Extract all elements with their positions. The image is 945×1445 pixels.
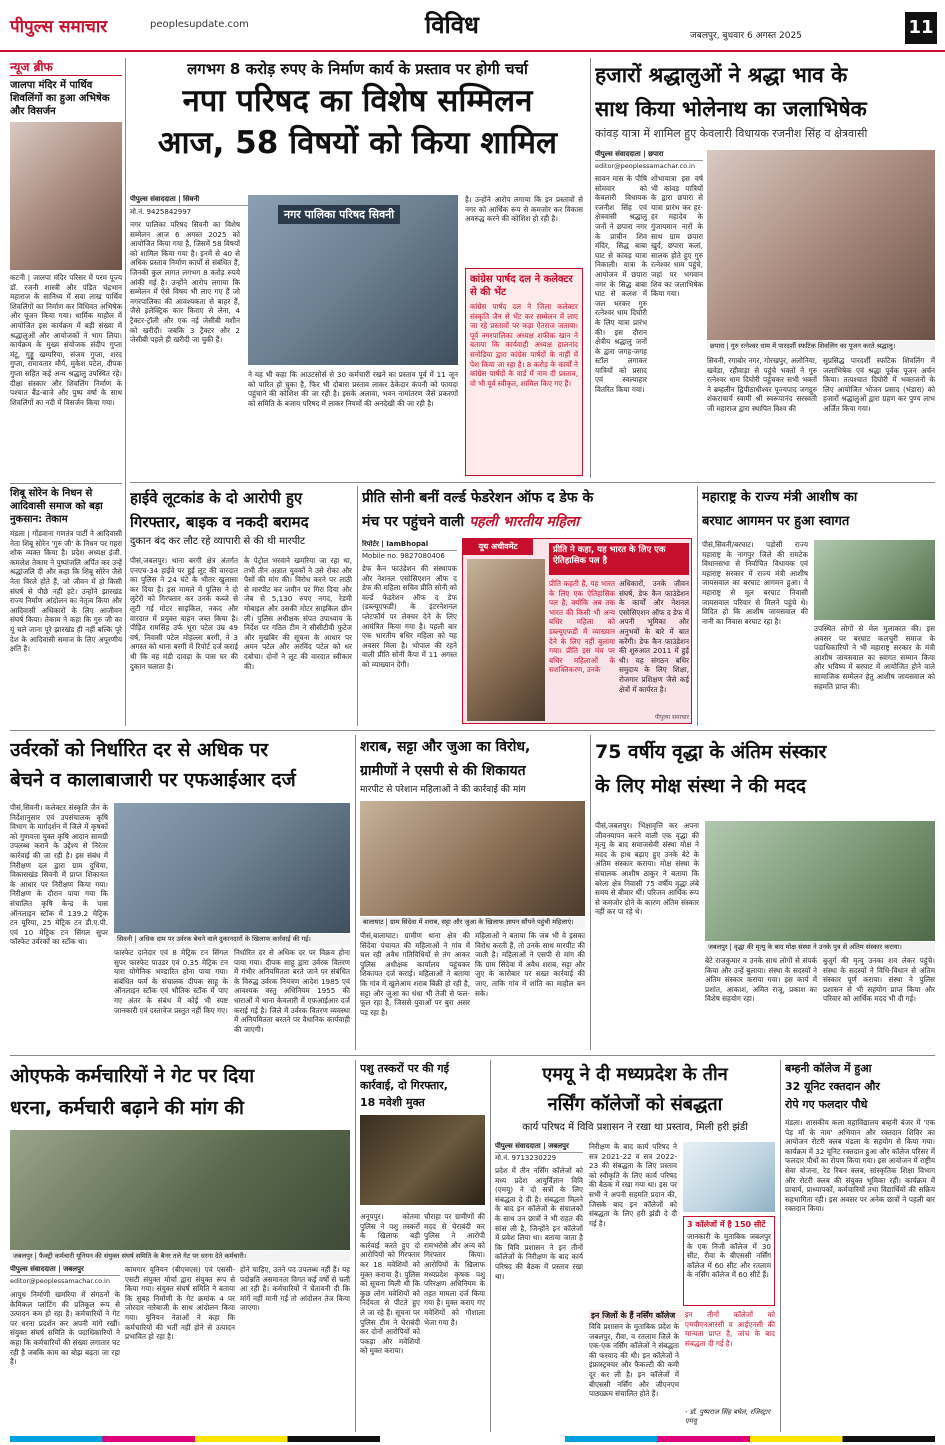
cattle-story xyxy=(360,1060,485,1432)
fertilizer-headline-2: बेचने व कालाबाजारी पर एफआईआर दर्ज xyxy=(10,769,296,791)
cattle-col2: चौराहा पर ग्रामीणों की मदद से घेराबंदी कर पुलिस ने आरोपी रामभरोसे और अन्य को गिरफ्तार किया। आरोपियों के खिलाफ मध्यप्रदेश कृषक पशु परिरक्षण अधिनियम के तहत मामला दर्ज किया गया है। मुक्त कराए गए मवेशियों को गौशाला भेजा गया है। xyxy=(424,1212,485,1327)
color-registration-bar xyxy=(10,1436,935,1442)
kanwar-col2: शोभायात्रा इस वर्ष भी कांवड़ यात्रियों के द्वारा छपारा से यात्रा प्रारंभ कर हर-हर महादेव के गुंजायमान नारों के साथ ग्राम छपारा खुर्द, छपारा कलां, सालक होते हुए गुरु रत्नेश्वर धाम पहुंचे, जहां पर भगवान शिव का जलाभिषेक किया गया। xyxy=(651,174,703,299)
fertilizer-col3: निर्धारित दर से अधिक दर पर विक्रय होना पाया गया। दीपक साहू द्वारा उर्वरक वितरण में गंभीर अनियमितता बरते जाने पर संबंधित के विरुद्ध उर्वरक नियंत्रण आदेश 1985 एवं आवश्यक वस्तु अधिनियम 1955 की धाराओं में थाना केवलारी में एफआईआर दर्ज कराई गई है। जिले में उर्वरक वितरण व्यवस्था में अनियमितता बरतने पर वैधानिक कार्यवाही की जाएगी। xyxy=(234,948,350,1034)
cattle-headline-1: पशु तस्करों पर की गई xyxy=(360,1062,450,1075)
lead-headline-2: आज, 58 विषयों को किया शामिल xyxy=(157,125,558,161)
lead-col2: ने यह भी कहा कि आउटसोर्स से 30 कर्मचारी रखने का प्रस्ताव पूर्व में 11 जून को पारित हो चुका है, फिर भी दोबारा प्रस्ताव लाकर ठेकेदार कंपनी को फायदा पहुंचाने की कोशिश की जा रही है। इसके अलावा, भवन नामांतरण जैसे प्रकरणों को समिति के बजाय परिषद में लाकर नियमों की अनदेखी की जा रही है। xyxy=(248,370,458,408)
college-headline-2: 32 यूनिट रक्तदान और xyxy=(785,1080,880,1093)
lead-byline: पीपुल्स संवाददाता | सिवनी xyxy=(130,195,275,206)
site-url: peoplesupdate.com xyxy=(150,19,249,30)
ofk-story xyxy=(10,1060,350,1432)
dateline: जबलपुर, बुधवार 6 अगस्त 2025 xyxy=(690,31,802,41)
moksha-photo xyxy=(705,821,935,941)
moksha-story xyxy=(595,735,935,1050)
deaf-quote-text: प्रीति कहती हैं, यह भारत के लिए एक ऐतिहासिक पल है, क्योंकि अब तक भारत की किसी भी अन्य बधिर महिला को डब्ल्यूएफडी में व्याख्यान देने के लिए नहीं बुलाया गया। प्रीति इस मंच पर बधिर महिलाओं के सशक्तिकरण, उनके xyxy=(549,579,615,675)
lead-mobile: मो.नं. 9425842997 xyxy=(130,208,192,216)
mu-signoff: - डॉ. पुष्पराज सिंह बघेल, रजिस्ट्रार एमयू xyxy=(685,1408,771,1425)
deaf-credit: पीपुल्स समाचार xyxy=(654,714,689,721)
moksha-headline-2: के लिए मोक्ष संस्था ने की मदद xyxy=(595,775,807,797)
ofk-headline-2: धरना, कर्मचारी बढ़ाने की मांग की xyxy=(10,1097,244,1119)
college-headline-3: रोपे गए फलदार पौधे xyxy=(785,1098,868,1111)
moksha-photo-caption: जबलपुर | वृद्धा की मृत्यु के बाद मोक्ष संस्था ने उनके पुत्र से अंतिम संस्कार कराया। xyxy=(705,942,935,953)
lead-kicker: लगभग 8 करोड़ रुपए के निर्माण कार्य के प्रस्ताव पर होगी चर्चा xyxy=(187,60,528,78)
lead-sidebar-body: कांग्रेस पार्षद दल ने जिला कलेक्टर संस्कृति जैन से भेंट कर सम्मेलन में लाए जा रहे प्रस्तावों पर कड़ा ऐतराज जताया। पूर्व नगरपालिका अध्यक्ष शफीक खान ने बताया कि कार्यवाही अध्यक्ष हालनांद सनोडिया द्वारा कांग्रेस पार्षदों के नाहीं में पेश किया जा रहा है। 8 करोड़ के कार्यों ने कांग्रेस पार्षदों के वार्ड में नाम दी प्रस्ताव, वो भी पूर्व स्वीकृत, शामिल किए गए हैं। xyxy=(470,302,578,388)
lead-col3: है। उन्होंने आरोप लगाया कि इन प्रस्तावों से नगर को आर्थिक रूप से कमजोर कर विकास अवरुद्ध करने की कोशिश हो रही है। xyxy=(465,195,583,224)
mu-col3: विवि प्रशासन के मुताबिक प्रदेश के जबलपुर, रीवा, व रतलाम जिले के एक-एक नर्सिंग कॉलेजों ने संबद्धता की फरयाद की थी। इन कॉलेजों ने इंफ्रास्ट्रक्चर और फैकल्टी की कमी दूर कर ली है। इन कॉलेजों में बीएससी नर्सिंग और जीएनएम पाठ्यक्रम संचालित होते हैं। xyxy=(589,1322,679,1399)
logo: पीपुल्स समाचार xyxy=(10,17,108,37)
mu-illustration xyxy=(683,1142,775,1212)
ofk-col2: कामगार यूनियन (बीएमएस) एवं एससी-एसटी संयुक्त मोर्चा द्वारा संयुक्त रूप से किया गया। संयुक्त संघर्ष समिति ने बताया कि सुबह निर्माणी के गेट क्रमांक 4 पर जोरदार नारेबाजी के साथ आंदोलन किया गया। यूनियन नेताओं ने कहा कि कर्मचारियों की भर्ती नहीं होने से उत्पादन प्रभावित हो रहा है। xyxy=(125,1265,235,1342)
mu-headline-1: एमयू ने दी मध्यप्रदेश के तीन xyxy=(542,1064,728,1085)
lead-photo-label: नगर पालिका परिषद सिवनी xyxy=(278,205,400,224)
kanwar-photo xyxy=(707,150,935,340)
ashish-col1: पीसं,सिवनी/बरघाट। पड़ोसी राज्य महाराष्ट्र के नागपुर जिले की रामटेक विधानसभा से निर्वाचित विधायक एवं महाराष्ट्र सरकार में राज्य मंत्री आशीष जायसवाल का बरघाट आगमन हुआ। वे महाराष्ट्र से मूल बरघाट निवासी जायसवाल परिवार से मिलने पहुंचे थे। विदित हो कि आशीष जायसवाल की नानी का निवास बरघाट रहा है। xyxy=(702,540,808,626)
newsbrief-column xyxy=(10,58,122,726)
lead-sidebar-title: कांग्रेस पार्षद दल ने कलेक्टर से की भेंट xyxy=(470,274,573,298)
liquor-photo-caption: बालाघाट | ग्राम सिंदेवा में शराब, सट्टा और जुआ के खिलाफ ज्ञापन सौंपने पहुंची महिलाएं। xyxy=(360,917,585,928)
fertilizer-headline-1: उर्वरकों को निर्धारित दर से अधिक पर xyxy=(10,739,269,761)
newsbrief-tag: न्यूज ब्रीफ xyxy=(10,58,122,76)
liquor-story xyxy=(360,735,585,1050)
kanwar-subhead: कांवड़ यात्रा में शामिल हुए केवलारी विधायक रजनीश सिंह व क्षेत्रवासी xyxy=(595,127,868,140)
ashish-headline-2: बरघाट आगमन पर हुआ स्वागत xyxy=(702,514,850,529)
mu-box-title: 3 कॉलेजों में है 150 सीटें xyxy=(687,1220,766,1229)
mu-headline-2: नर्सिंग कॉलेजों को संबद्धता xyxy=(547,1094,723,1115)
kanwar-headline-1: हजारों श्रद्धालुओं ने श्रद्धा भाव के xyxy=(595,63,848,87)
page-number: 11 xyxy=(905,12,937,44)
masthead xyxy=(0,0,945,52)
brief1-title: जालपा मंदिर में पार्थिव शिवलिंगों का हुआ अभिषेक और विसर्जन xyxy=(10,80,110,117)
kanwar-col4: सुप्रसिद्ध पारदर्शी स्फटिक शिवलिंग में जलाभिषेक एवं श्रद्धा पूर्वक पूजन अर्चन किया। तत्पश्चात दिघोरी में भक्तजनों के लिए आयोजित भोजन प्रसाद (भंडारा) को हजारों श्रद्धालुओं द्वारा ग्रहण कर पुण्य लाभ अर्जित किया गया। xyxy=(823,356,935,413)
college-col1: मंडला। शासकीय कला महाविद्यालय बम्हनी बंजर में 'एक पेड़ माँ के नाम' अभियान और रक्तदान शिविर का आयोजन रोटरी क्लब मंडला के सहयोग से किया गया। कार्यक्रम में 32 यूनिट रक्तदान हुआ और कॉलेज परिसर में फलदार पौधों का रोपण किया गया। इस आयोजन में राष्ट्रीय सेवा योजना, रेड रिबन क्लब, सांस्कृतिक शिक्षा विभाग और रोटरी क्लब की संयुक्त भूमिका रही। कार्यक्रम में प्राचार्य, प्राध्यापकों, कर्मचारियों तथा विद्यार्थियों की सक्रिय सहभागिता रही। इस अवसर पर अनेक छात्रों ने पहली बार रक्तदान किया। xyxy=(785,1118,935,1214)
moksha-col1: पीसं,जबलपुर। भिक्षावृत्ति कर अपना जीवनयापन करने वाली एक वृद्धा की मृत्यु के बाद समाजसेवी संस्था मोक्ष ने मदद के हाथ बढ़ाए हुए उनके बेटे के अंतिम संस्कार कराया। मोक्ष संस्था के संचालक आशीष ठाकुर ने बताया कि बरेला क्षेत्र निवासी 75 वर्षीय वृद्धा लंबे समय से बीमार थीं। परिजन आर्थिक रूप से कमजोर होने के कारण अंतिम संस्कार नहीं कर पा रहे थे। xyxy=(595,821,699,917)
mu-col2: निरीक्षण के बाद कार्य परिषद ने सत्र 2021-22 व सत्र 2022-23 की संबद्धता के लिए प्रस्ताव को स्वीकृति के लिए कार्य परिषद की बैठक में रखा गया था। इस पर सभी ने अपनी सहमति प्रदान की, जिसके बाद इन कॉलेजों को संबद्धता के लिए हरी झंडी दे दी गई है। xyxy=(589,1142,677,1228)
deaf-reporter: रिपोर्टर | IamBhopal xyxy=(362,540,457,551)
deaf-portrait-photo xyxy=(467,559,545,721)
moksha-col2: बेटे राजकुमार व उनके साथ लोगों से संपर्क किया और उन्हें बुलाया। संस्था के सदस्यों ने अंतिम संस्कार कराया गया। इस कार्य में प्रशांत, आकाश, अमित राजू, प्रकाश का विशेष सहयोग रहा। xyxy=(705,956,817,1004)
brief2-body: मंडला | गोंडवाना गणतंत्र पार्टी ने आदिवासी नेता शिबू सोरेन 'गुरु जी' के निधन पर गहरा शोक व्यक्त किया है। प्रदेश अध्यक्ष इंजी. कमलेश तेकाम ने पुष्पांजलि अर्पित कर उन्हें श्रद्धांजलि दी और कहा कि शिबू सोरेन जैसे नेता विरले होते हैं, जो जीवन में हो किसी संघर्ष से पीछे नहीं हटे। उन्होंने झारखंड राज्य निर्माण आंदोलन का नेतृत्व किया और आदिवासी अधिकारों के लिए आजीवन संघर्ष किया। तेकाम ने कहा कि गुरु जी का यूं चले जाना पूरे झारखंड ही नहीं बल्कि पूरे देश के आदिवासी समाज के लिए अपूरणीय क्षति है। xyxy=(10,529,122,654)
college-story xyxy=(785,1060,935,1432)
deaf-quote-box: प्रीति ने कहा, यह भारत के लिए एक ऐतिहासिक पल है xyxy=(549,543,689,575)
fertilizer-col2: फास्फेट दानेदार एवं 8 मेट्रिक टन सिंगल सुपर फास्फेट पाउडर एवं 0.35 मेट्रिक टन यारा योगेनिक भण्डारित होना पाया गया। संबंधित फर्म के संचालक दीपक साहू के ऑनलाइन स्टॉक एवं भौतिक स्टॉक में पाए गए अंतर के संबंध में कोई भी स्पष्ट जानकारी एवं दस्तावेज प्रस्तुत नहीं किए गए। xyxy=(114,948,228,1015)
lead-headline-1: नपा परिषद का विशेष सम्मिलन xyxy=(182,83,533,119)
mu-box xyxy=(683,1216,775,1306)
mu-subhead: कार्य परिषद में विवि प्रशासन ने रखा था प्रस्ताव, मिली हरी झंडी xyxy=(522,1122,748,1133)
kanwar-story xyxy=(595,58,935,478)
ofk-col1: आयुध निर्माणी खमरिया में संगठनों के केमिकल प्लांटिंग की प्रतिकूल रूप से उत्पादन कम हो रहा है। कर्मचारियों ने गेट पर धरना प्रदर्शन कर अपनी मांगें रखीं। संयुक्त संघर्ष समिति के पदाधिकारियों ने कहा कि कर्मचारियों की संख्या लगातार घट रही है जबकि काम का बोझ बढ़ता जा रहा है। xyxy=(10,1290,120,1367)
highway-story xyxy=(130,486,352,726)
lead-story xyxy=(130,58,585,478)
deaf-feature-box xyxy=(462,538,692,724)
liquor-photo xyxy=(360,801,585,916)
fertilizer-photo-caption: सिवनी | अधिक दाम पर उर्वरक बेचने वाले दुकानदारों के खिलाफ कार्रवाई की गई। xyxy=(114,934,350,945)
ashish-headline-1: महाराष्ट्र के राज्य मंत्री आशीष का xyxy=(702,490,858,505)
mu-list-title: इन जिलों के हैं नर्सिंग कॉलेज xyxy=(589,1310,685,1322)
deaf-mobile: Mobile no. 9827080406 xyxy=(362,552,445,560)
cattle-headline-3: 18 मवेशी मुक्त xyxy=(360,1096,425,1109)
ofk-photo xyxy=(10,1130,350,1250)
deaf-headline-1: प्रीति सोनी बनीं वर्ल्ड फेडरेशन ऑफ द डेफ के xyxy=(362,490,594,506)
deaf-banner: यूथ अचीवमेंट xyxy=(463,539,533,555)
brief1-photo xyxy=(10,122,122,270)
ofk-col3: होने चाहिए, उतने पद उपलब्ध नहीं हैं। यह पदोन्नति असमानता विगत कई वर्षों से चली आ रही है। कर्मचारियों ने चेतावनी दी कि मांगें नहीं मानी गईं तो आंदोलन तेज किया जाएगा। xyxy=(240,1265,350,1313)
ofk-byline: पीपुल्स संवाददाता | जबलपुर xyxy=(10,1265,120,1276)
mu-col1: प्रदेश में तीन नर्सिंग कॉलेजों को मध्य प्रदेश आयुर्विज्ञान विवि (एमयू) ने दो सत्रों के लिए संबद्धता दे दी है। संबद्धता मिलने के बाद इन कॉलेजों के संचालकों के साथ उन छात्रों ने भी राहत की सांस ली है, जिन्होंने इन कॉलेजों में प्रवेश लिया था। बताया जाता है कि विवि प्रशासन ने इन तीनों कॉलेजों के निरीक्षण के बाद कार्य परिषद की बैठक में प्रस्ताव रखा था। xyxy=(495,1166,583,1281)
cattle-headline-2: कार्रवाई, दो गिरफ्तार, xyxy=(360,1079,448,1092)
kanwar-email: editor@peoplessamachar.co.in xyxy=(595,162,695,170)
liquor-headline-1: शराब, सट्टा और जुआ का विरोध, xyxy=(360,739,531,755)
fertilizer-story xyxy=(10,735,350,1050)
ofk-headline-1: ओएफके कर्मचारियों ने गेट पर दिया xyxy=(10,1065,255,1087)
moksha-col3: बुजुर्ग की मृत्यु उनका शव लेकर पहुंचे। संस्था के सदस्यों ने विधि-विधान से अंतिम संस्कार पूर्ण कराया। संस्था ने पुलिस प्रशासन से भी सहयोग प्राप्त किया और परिवार को आर्थिक मदद भी दी गई। xyxy=(823,956,935,1004)
deaf-col1: डेफ कैन फाउंडेशन की संस्थापक और नेशनल एसोसिएशन ऑफ द डेफ की महिला सचिव प्रीति सोनी को वर्ल्ड फेडरेशन ऑफ द डेफ (डब्ल्यूएफडी) के इंटरनेशनल प्लेटफॉर्म पर लेक्चर देने के लिए आमंत्रित किया गया है। पहली बार एक भारतीय बधिर महिला को यह अवसर मिला है। भोपाल की रहने वाली प्रीति सोनी कैंपा में 11 अगस्त को व्याख्यान देंगी। xyxy=(362,564,457,669)
lead-col1: नगर पालिका परिषद सिवनी का विशेष सम्मेलन आज 6 अगस्त 2025 को आयोजित किया गया है, जिसमें 58 विषयों को शामिल किया गया है। इनमें से 40 से अधिक प्रस्ताव निर्माण कार्यों से संबंधित हैं, जिनकी कुल लागत लगभग 8 करोड़ रुपये आंकी गई है। उन्होंने आरोप लगाया कि सम्मेलन में ऐसे विषय भी लाए गए हैं जो नगरपालिका की आवश्यकता से बाहर हैं, जैसे इलेक्ट्रिक कार किराए से लेना, 4 ट्रैक्टर-ट्रॉली और एक नई जेसीबी मशीन को खरीदी। जबकि 3 ट्रैक्टर और 2 जेसीबी पहले ही खरीदी जा चुकी हैं। xyxy=(130,220,240,345)
kanwar-headline-2: साथ किया भोलेनाथ का जलाभिषेक xyxy=(595,97,867,121)
highway-subhead: दुकान बंद कर लौट रहे व्यापारी से की थी मारपीट xyxy=(130,536,306,547)
deaf-story xyxy=(362,486,692,726)
mu-byline: पीपुल्स संवाददाता | जबलपुर xyxy=(495,1142,583,1153)
ashish-col2: उपस्थित लोगों से मेल मुलाकात की। इस अवसर पर बरघाट कलचुरी समाज के पदाधिकारियों ने भी महाराष्ट्र सरकार के मंत्री आशीष जायसवाल का स्वागत सम्मान किया और भविष्य में बरघाट में आयोजित होने वाले सामाजिक सम्मेलन हेतु आशीष जायसवाल को सहमति प्राप्त की। xyxy=(814,624,935,691)
kanwar-col1: सावन मास के पौषि सोमवार को केवलारी विधायक रजनीश सिंह एवं क्षेत्रवासी श्रद्धालु जनों ने छपारा नगर के प्राचीन शिव मंदिर, सिद्ध बाबा घाट से कांवड़ यात्रा निकाली। यात्रा के आयोजन में छपारा नगर के सिद्ध बाबा घाट से कलश में जल भरकर गुरु रत्नेश्वर धाम दिघोरी के लिए यात्रा प्रारंभ की। इस दौरान क्षेत्रीय श्रद्धालु जनों के द्वारा जगह-जगह स्टॉल लगाकर यात्रियों को प्रसाद एवं स्वल्पाहार वितरित किया गया। xyxy=(595,174,647,395)
mu-box-text: जानकारी के मुताबिक जबलपुर के एक निजी कॉलेज में 30 सीट, रीवा के बीएससी नर्सिंग कॉलेज में 60 सीट और रतलाम के नर्सिंग कॉलेज में 60 सीटें हैं। xyxy=(687,1232,771,1280)
liquor-subhead: मारपीट से परेशान महिलाओं ने की कार्रवाई की मांग xyxy=(360,785,526,795)
mu-note: इन तीनों कॉलेजों को एमपीएनआरसी व आईएनसी की मान्यता प्राप्त है, जांच के बाद संबद्धता दी गई है। xyxy=(685,1310,775,1348)
college-headline-1: बम्हनी कॉलेज में हुआ xyxy=(785,1062,872,1075)
brief1-body: कटनी | जालपा मंदिर परिसर में परम पूज्य डॉ. रजनी शास्त्री और पंडित चंद्रभान महाराज के सानिध्य में सवा लाख पार्थिव शिवलिंगों का निर्माण कर विधिवत अभिषेक और पूजन किया गया। धार्मिक माहौल में आयोजित इस कार्यक्रम में बड़ी संख्या में श्रद्धालुओं और आयोजकों ने भाग लिया। कार्यक्रम के मुख्य संयोजक संदीप गुप्ता मंटू, गुड्डू खम्परिया, संजय गुप्ता, शरद गुप्ता, रामावतार मौर्य, मुकेश पटेल, दीपक गुप्ता सहित कई अन्य श्रद्धालु उपस्थित रहे। दीक्षा संस्कार और शिवलिंग निर्माण के पश्चात बैंड-बाजे और पुष्प वर्षा के साथ शिवलिंगों का नदी में विसर्जन किया गया। xyxy=(10,273,122,407)
ofk-email: editor@peoplessamachar.co.in xyxy=(10,1277,110,1285)
lead-sidebar-box xyxy=(465,268,583,476)
section-title: विविध xyxy=(425,11,479,39)
mu-story xyxy=(495,1060,775,1432)
kanwar-byline: पीपुल्स संवाददाता | छपारा xyxy=(595,150,703,161)
ashish-photo xyxy=(814,540,935,620)
liquor-headline-2: ग्रामीणों ने एसपी से की शिकायत xyxy=(360,763,526,779)
deaf-col3: अधिकारों, उनके जीवन संघर्ष, डेफ कैन फाउंडेशन के कार्यों और नेशनल एसोसिएशन ऑफ द डेफ में अपनी भूमिका और अनुभवों के बारे में बात करेंगी। डेफ कैन फाउंडेशन की शुरुआत 2011 में हुई थी। यह संगठन बधिर समुदाय के लिए शिक्षा, रोजगार प्रशिक्षण जैसे कई क्षेत्रों में कार्यरत है। xyxy=(619,579,689,694)
fertilizer-col1: पीसं,सिवनी। कलेक्टर संस्कृति जैन के निर्देशानुसार एवं उपसंचालक कृषि विभाग के मार्गदर्शन में जिले में कृषकों को गुणवत्ता युक्त कृषि आदान सामग्री उपलब्ध कराने के उद्देश्य से निरंतर कार्रवाई की जा रही है। इस संबंध में निरीक्षण दल द्वारा ग्राम दुधिया, विकासखंड सिवनी में प्राप्त शिकायत के आधार पर निरीक्षण किया गया। निरीक्षण के दौरान पाया गया कि संचालित कृषि केन्द्र के पास ऑनलाइन स्टॉक में 139.2 मेट्रिक टन यूरिया, 25 मेट्रिक टन डी.ए.पी. एवं 10 मेट्रिक टन सिंगल सुपर फॉस्फेट उर्वरकों का स्टॉक था। xyxy=(10,803,108,947)
ashish-story xyxy=(702,486,935,726)
kanwar-photo-caption: छपारा | गुरु रत्नेश्वर धाम में पारदर्शी स्फटिक शिवलिंग का पूजन करते श्रद्धालु। xyxy=(707,341,935,352)
cattle-col1: अनूपपुर। कोतमा पुलिस ने पशु तस्करों के खिलाफ बड़ी कार्रवाई करते हुए दो आरोपियों को गिरफ्तार कर 18 मवेशियों को मुक्त कराया है। पुलिस को सूचना मिली थी कि कुछ लोग मवेशियों को निर्दयता से पीटते हुए ले जा रहे हैं। सूचना पर पुलिस टीम ने घेराबंदी कर दोनों आरोपियों को पकड़ा और मवेशियों को मुक्त कराया। xyxy=(360,1212,420,1356)
deaf-headline-2b: पहली भारतीय महिला xyxy=(469,514,579,530)
lead-photo xyxy=(248,195,458,365)
liquor-col2: महिलाओं ने बताया कि जब भी वे इसका विरोध करती हैं, तो उनके साथ मारपीट की जाती है। महिलाओं ने एसपी से मांग की कि ग्राम सिंदेवा में अवैध शराब, सट्टा और जुए के कारोबार पर सख्त कार्रवाई की जाए, ताकि गांव में शांति का माहौल बन सके। xyxy=(475,931,585,998)
deaf-headline-2a: मंच पर पहुंचने वाली xyxy=(362,514,465,530)
mu-mobile: मो.नं. 9713230229 xyxy=(495,1154,557,1162)
highway-headline-2: गिरफ्तार, बाइक व नकदी बरामद xyxy=(130,513,309,531)
highway-col1: पीसं,जबलपुर। थाना बरगी क्षेत्र अंतर्गत एनएच-34 हाईवे पर हुई लूट की वारदात का पुलिस ने 24 घंटे के भीतर खुलासा कर दिया है। इस मामले में पुलिस ने दो लुटेरों को गिरफ्तार कर उनके कब्जे से लूटी गई मोटर साइकिल, नकद और वारदात में प्रयुक्त वाहन जब्त किया है। पीड़ित रामसिंह उर्फ भूरा पटेल उम्र 49 वर्ष, निवासी पटेल मोहल्ला बरगी, ने 3 अगस्त को थाना बरगी में रिपोर्ट दर्ज कराई थी कि वह मंडी दावड़ा के पास घर की दुकान चलाता है। xyxy=(130,556,238,671)
fertilizer-photo xyxy=(114,803,350,933)
cattle-photo xyxy=(360,1115,485,1205)
highway-headline-1: हाईवे लूटकांड के दो आरोपी हुए xyxy=(130,489,303,507)
brief2-title: शिबू सोरेन के निधन से आदिवासी समाज को बड़ा नुकसान: तेकाम xyxy=(10,483,122,526)
ofk-photo-caption: जबलपुर | फैक्ट्री कर्मचारी यूनियन की संयुक्त संघर्ष समिति के बैनर तले गेट पर धरना देते कर्मचारी। xyxy=(10,1251,350,1262)
moksha-headline-1: 75 वर्षीय वृद्धा के अंतिम संस्कार xyxy=(595,741,827,763)
liquor-col1: पीसं,बालाघाट। ग्रामीण थाना क्षेत्र की सिंदेवा पंचायत की महिलाओं ने गांव में चल रही अवैध गतिविधियों से तंग आकर पुलिस अधीक्षक कार्यालय पहुंचकर शिकायत दर्ज कराई। महिलाओं ने बताया कि गांव में खुलेआम शराब बिक्री हो रही है, सट्टा और जुआ का धंधा भी तेजी से फल-फूल रहा है, जिससे युवाओं पर बुरा असर पड़ रहा है। xyxy=(360,931,470,1017)
kanwar-col3: सिवनी, रगाबोर नगर, गोरखपुर, अलोनिया, खवेडा, रहीवाड़ा से पहुंचे भक्तों ने गुरु रत्नेश्वर धाम दिघोरी पहुंचकर सभी भक्तों ने ब्रम्हलीन द्विपीठाधीश्वर पूज्यपाद जगद्गुरु शंकराचार्य स्वामी श्री स्वरूपानंद सरस्वती जी महाराज द्वारा स्थापित विश्व की xyxy=(707,356,817,413)
highway-col2: के पेट्रोल भरवाने खमरिया जा रहा था, तभी तीन अज्ञात युवकों ने उसे रोका और पैसों की मांग की। विरोध करने पर लाठी से मारपीट कर जमीन पर गिरा दिया और जेब से 5,130 रुपए नगद, रेडमी मोबाइल और उसकी मोटर साइकिल छीन ली। पुलिस अधीक्षक संपत उपाध्याय के निर्देश पर गठित टीम ने सीसीटीवी फुटेज और मुखबिर की सूचना के आधार पर अमन पटेल और अरविंद पटेल को धर दबोचा। दोनों ने लूट की वारदात स्वीकार की। xyxy=(244,556,352,671)
